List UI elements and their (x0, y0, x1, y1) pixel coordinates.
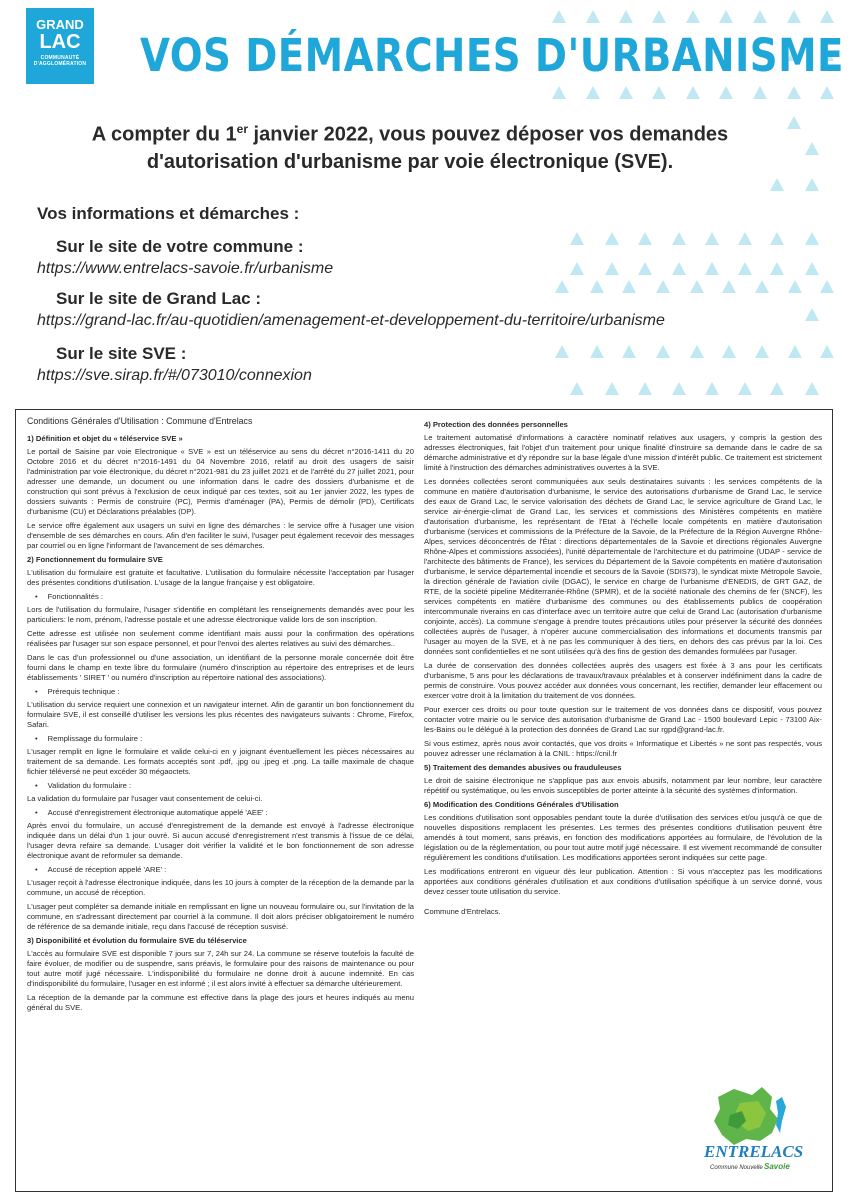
decorative-triangle (753, 10, 767, 23)
site-url-commune[interactable]: https://www.entrelacs-savoie.fr/urbanisme (37, 260, 334, 277)
decorative-triangle (770, 382, 784, 395)
bullet-1-paragraph-2: Cette adresse est utilisée non seulement comme identifiant mais aussi pour la confirmation des opérations réalisées par l'usager sur son espace personnel, et pour l'envoi des alertes relatives au suivi des démarches.. (27, 629, 414, 648)
section-4-paragraph-1: Le traitement automatisé d'informations à caractère nominatif relatives aux usagers, y compris la gestion des adresses électroniques, fait l'objet d'un traitement pour unique finalité d'instruire sa demande dans le cadre de sa démarche administrative et d'y répondre sur la base légale d'une mission d'intérêt public. Ce traitement est strictement limité à l'instruction des démarches administratives ouvertes à la SVE. (424, 433, 822, 472)
logo-line1: GRAND (36, 17, 84, 32)
section-4-paragraph-4: Pour exercer ces droits ou pour toute question sur le traitement de vos données dans ce dispositif, vous pouvez contacter votre mairie ou le service des autorisation d'urbanisme de Grand Lac - 1500 boulevard Lepic - 73100 Aix-les-Bains ou le délégué à la protection des données de Grand Lac sur rgpd@grand-lac.fr. (424, 705, 822, 734)
decorative-triangle (722, 345, 736, 358)
decorative-triangle (652, 10, 666, 23)
decorative-triangle (719, 10, 733, 23)
decorative-triangle (555, 345, 569, 358)
bullet-1-paragraph-1: Lors de l'utilisation du formulaire, l'usager s'identifie en complétant les renseignements demandés avec pour les particuliers: le nom, prénom, l'adresse postale et une adresse électronique valide lors de son inscription. (27, 605, 414, 624)
decorative-triangle (738, 382, 752, 395)
site-url-grand-lac[interactable]: https://grand-lac.fr/au-quotidien/amenagement-et-developpement-du-territoire/urbanisme (37, 312, 665, 329)
decorative-triangle (690, 280, 704, 293)
decorative-triangle (619, 86, 633, 99)
bullet-are: • Accusé de réception appelé 'ARE' : (35, 865, 414, 875)
decorative-triangle (586, 10, 600, 23)
decorative-triangle (705, 382, 719, 395)
bullet-validation: • Validation du formulaire : (35, 781, 414, 791)
page-subtitle (30, 116, 790, 176)
section-6-paragraph-1: Les conditions d'utilisation sont opposables pendant toute la durée d'utilisation des services et/ou jusqu'à ce que de nouvelles dispositions remplacent les présentes. Les termes des présentes conditions d'utilisation peuvent être amendés à tout moment, sans préavis, en fonction des modifications apportées au formulaire, de l'évolution de la législation ou de la réglementation, ou pour tout autre motif jugé nécessaire. Il est vivement recommandé de consulter régulièrement les conditions d'utilisation. Les modifications apportées seront indiquées sur cette page. (424, 813, 822, 862)
decorative-triangle (755, 345, 769, 358)
section-5-title: 5) Traitement des demandes abusives ou frauduleuses (424, 763, 622, 772)
decorative-triangle (770, 262, 784, 275)
bullet-5-paragraph-1: Après envoi du formulaire, un accusé d'enregistrement de la demande est envoyé à l'adresse électronique indiquée dans un délai d'un 1 jour ouvré. Si aucun accusé d'enregistrement n'est transmis à l'issue de ce délai, l'usager devra refaire sa demande. L'usager doit vérifier la validité et le bon fonctionnement de son adresse électronique avant de reformuler sa demande. (27, 821, 414, 860)
decorative-triangle (570, 382, 584, 395)
bullet-fonctionnalites: • Fonctionnalités : (35, 592, 414, 602)
bullet-remplissage: • Remplissage du formulaire : (35, 734, 414, 744)
decorative-triangle (570, 232, 584, 245)
entrelacs-name: ENTRELACS (704, 1142, 804, 1161)
decorative-triangle (586, 86, 600, 99)
decorative-triangle (622, 345, 636, 358)
decorative-triangle (552, 86, 566, 99)
decorative-triangle (552, 10, 566, 23)
cgu-right-column (424, 416, 822, 921)
subtitle-part2: janvier 2022, vous pouvez déposer vos demandes d'autorisation d'urbanisme par voie électronique (SVE). (146, 123, 729, 173)
decorative-triangle (705, 262, 719, 275)
decorative-triangle (672, 382, 686, 395)
decorative-triangle (638, 232, 652, 245)
section-4-paragraph-2: Les données collectées seront communiquées aux seuls destinataires suivants : les services compétents de la commune en matière d'autorisation d'urbanisme, le service des autorisations d'urbanisme de Grand Lac, le service des eaux de Grand Lac, le service valorisation des déchets de Grand Lac, le service agriculture de Grand Lac, le service air-énergie-climat de Grand Lac, les services et commissions des Ministères compétents en matière d'autorisation d'urbanisme, les représentant de l'Etat à l'échelle locale compétents en matière d'autorisation d'urbanisme (services et commissions de la Préfecture de la Savoie, de la Préfecture de la Région Auvergne Rhône-Alpes, services déconcentrés de l'État : directions départementales de la Savoie et directions régionales Auvergne Rhône-Alpes et commissions associées), l'unité départementale de l'architecture et du patrimoine (UDAP - service de l'architecte des bâtiments de France), les services du Département de la Savoie compétents en matière d'autorisation d'urbanisme, le service départemental incendie et secours de la Savoie (SDIS73), le syndicat mixte Métropole Savoie, la direction générale de l'aviation civile (DGAC), le service en charge de l'urbanisme d'ENEDIS, de GRT GAZ, de RTE, de la société pipeline Méditerranée-Rhône (SPMR), et de la société nationale des chemins de fer (SNCF), les services compétents en matière d'urbanisme des communes ou des établissements publics de coopération intercommunale riverains en cas d'interface avec un territoire autre que celui de Grand Lac (autorisation d'urbanisme conjointe, accès). La commune s'engage à prendre toutes précautions utiles pour préserver la sécurité des données collectées auprès de l'usager, à n'opérer aucune commercialisation des informations et documents transmis par l'usager au moyen de la SVE, et à ne pas les communiquer à des tiers, en dehors des cas prévus par la loi. Ces données sont confidentielles et ne sont utilisées qu'à des fins de gestion des demandes formulées par l'usager. (424, 477, 822, 656)
subtitle-sup: er (236, 122, 248, 136)
site-url-sve[interactable]: https://sve.sirap.fr/#/073010/connexion (37, 367, 312, 384)
decorative-triangle (820, 10, 834, 23)
decorative-triangle (686, 86, 700, 99)
info-heading: Vos informations et démarches : (37, 204, 300, 223)
decorative-triangle (686, 10, 700, 23)
decorative-triangle (788, 345, 802, 358)
bullet-prerequis: • Prérequis technique : (35, 687, 414, 697)
bullet-3-paragraph-1: L'usager remplit en ligne le formulaire et valide celui-ci en y joignant éventuellement les pièces nécessaires au traitement de sa demande. Les formats acceptés sont .pdf, .jpg ou .jpeg et .png. La taille maximale de chaque fichier téléversé ne peut excéder 30 mégaoctets. (27, 747, 414, 776)
page-title: VOS DÉMARCHES D'URBANISME (140, 29, 844, 82)
decorative-triangle (738, 262, 752, 275)
decorative-triangle (605, 382, 619, 395)
decorative-triangle (755, 280, 769, 293)
section-4-paragraph-3: La durée de conservation des données collectées auprès des usagers est fixée à 3 ans pour les certificats d'urbanisme, 5 ans pour les déclarations de travaux/travaux préalables et à conserver indéfiniment dans la cadre de permis de construire. Vous pouvez accéder aux données vous concernant, les rectifier, demander leur effacement ou exercer votre droit à la limitation du traitement de vos données. (424, 661, 822, 700)
section-3-paragraph-2: La réception de la demande par la commune est effective dans la plage des jours et heures indiqués au menu général du SVE. (27, 993, 414, 1012)
decorative-triangle (805, 142, 819, 155)
section-6-title: 6) Modification des Conditions Générales d'Utilisation (424, 800, 619, 809)
decorative-triangle (770, 232, 784, 245)
entrelacs-region: Savoie (764, 1162, 790, 1171)
decorative-triangle (555, 280, 569, 293)
decorative-triangle (805, 178, 819, 191)
bullet-4-paragraph-1: La validation du formulaire par l'usager vaut consentement de celui-ci. (27, 794, 263, 803)
decorative-triangle (805, 262, 819, 275)
decorative-triangle (652, 86, 666, 99)
decorative-triangle (770, 178, 784, 191)
bullet-1-paragraph-3: Dans le cas d'un professionnel ou d'une association, un identifiant de la personne morale concernée doit être fourni dans le champ en texte libre du formulaire (numéro d'inscription au répertoire des entreprises et de leurs établissements ' SIRET ' ou numéro d'inscription au répertoire national des associations). (27, 653, 414, 682)
decorative-triangle (656, 345, 670, 358)
decorative-triangle (605, 262, 619, 275)
decorative-triangle (672, 262, 686, 275)
logo-line3: COMMUNAUTÉ D'AGGLOMÉRATION (33, 55, 87, 67)
bullet-6-paragraph-2: L'usager peut compléter sa demande initiale en remplissant en ligne un nouveau formulaire ou, sur l'invitation de la commune, en s'adressant directement par courriel à la commune. Il doit alors préciser obligatoirement le numéro de référence de sa demande initiale, reçu dans l'accusé de réception susvisé. (27, 902, 414, 931)
subtitle-part1: A compter du 1 (91, 123, 237, 146)
decorative-triangle (622, 280, 636, 293)
decorative-triangle (638, 382, 652, 395)
section-2-title: 2) Fonctionnement du formulaire SVE (27, 555, 163, 564)
decorative-triangle (787, 10, 801, 23)
entrelacs-tagline: Commune Nouvelle (710, 1165, 763, 1171)
entrelacs-logo (700, 1085, 820, 1175)
decorative-triangle (619, 10, 633, 23)
decorative-triangle (705, 232, 719, 245)
decorative-triangle (753, 86, 767, 99)
decorative-triangle (656, 280, 670, 293)
bullet-6-paragraph-1: L'usager reçoit à l'adresse électronique indiquée, dans les 10 jours à compter de la réception de la demande par la commune, un accusé de réception. (27, 878, 414, 897)
cgu-left-column (27, 416, 414, 1017)
signature: Commune d'Entrelacs. (424, 907, 501, 916)
cgu-doc-title: Conditions Générales d'Utilisation : Commune d'Entrelacs (27, 416, 253, 426)
decorative-triangle (570, 262, 584, 275)
decorative-triangle (672, 232, 686, 245)
decorative-triangle (605, 232, 619, 245)
decorative-triangle (820, 345, 834, 358)
decorative-triangle (788, 280, 802, 293)
section-5-paragraph-1: Le droit de saisine électronique ne s'applique pas aux envois abusifs, notamment par leur nombre, leur caractère répétitif ou systématique, ou les envois susceptibles de porter atteinte à la sécurité des systèmes d'information. (424, 776, 822, 795)
decorative-triangle (722, 280, 736, 293)
section-4-title: 4) Protection des données personnelles (424, 420, 568, 429)
section-4-paragraph-5: Si vous estimez, après nous avoir contactés, que vos droits « Informatique et Libertés » ne sont pas respectés, vous pouvez adresser une réclamation à la CNIL : https://cnil.fr (424, 739, 822, 758)
decorative-triangle (719, 86, 733, 99)
section-3-title: 3) Disponibilité et évolution du formulaire SVE du téléservice (27, 936, 247, 945)
decorative-triangle (820, 280, 834, 293)
decorative-triangle (820, 86, 834, 99)
section-1-title: 1) Définition et objet du « téléservice SVE » (27, 434, 183, 443)
decorative-triangle (805, 308, 819, 321)
site-label-grand-lac: Sur le site de Grand Lac : (56, 289, 262, 308)
section-6-paragraph-2: Les modifications entreront en vigueur dès leur publication. Attention : Si vous n'acceptez pas les modifications apportées aux conditions générales d'utilisation et aux conditions d'utilisation spécifique à un service donné, vous devez cesser toute utilisation du service. (424, 867, 822, 896)
decorative-triangle (738, 232, 752, 245)
grand-lac-logo (26, 8, 94, 84)
section-1-paragraph-1: Le portail de Saisine par voie Electronique « SVE » est un téléservice au sens du décret n°2016-1411 du 20 Octobre 2016 et du décret n°2016-1491 du 04 Novembre 2016, relatif au droit des usagers de saisir l'administration par voie électronique, du décret n°2021-981 du 23 juillet 2021 et de l'arrêté du 27 juillet 2021, pour adresser une demande, un document ou une information dans le cadre des dossiers d'urbanisme et de construction qui sont prévus à l'exclusion de ceux indiqué par ces textes, soit au 1er janvier 2022, les types de dossiers suivants : Permis de construire (PC), Permis d'aménager (PA), Permis de démolir (PD), Certificats d'urbanisme (CU) et Déclarations préalables (DP). (27, 447, 414, 516)
decorative-triangle (638, 262, 652, 275)
decorative-triangle (805, 232, 819, 245)
site-label-sve: Sur le site SVE : (56, 344, 187, 363)
decorative-triangle (690, 345, 704, 358)
section-2-paragraph-1: L'utilisation du formulaire est gratuite et facultative. L'utilisation du formulaire nécessite l'acceptation par l'usager des présentes conditions d'utilisation. L'usage de la langue française y est obligatoire. (27, 568, 414, 587)
decorative-triangle (590, 280, 604, 293)
entrelacs-map-icon (700, 1085, 820, 1175)
logo-line2: LAC (39, 31, 81, 53)
section-3-paragraph-1: L'accès au formulaire SVE est disponible 7 jours sur 7, 24h sur 24. La commune se réserve toutefois la faculté de faire évoluer, de modifier ou de suspendre, sans préavis, le formulaire pour des raisons de maintenance ou pour tout autre motif jugé nécessaire. L'indisponibilité du formulaire ne donne droit à aucune indemnité. En cas d'indisponibilité du formulaire, l'usager en est informé ; il est alors invité à effectuer sa démarche ultérieurement. (27, 949, 414, 988)
decorative-triangle (787, 86, 801, 99)
site-label-commune: Sur le site de votre commune : (56, 237, 304, 256)
bullet-aee: • Accusé d'enregistrement électronique automatique appelé 'AEE' : (35, 808, 414, 818)
decorative-triangle (590, 345, 604, 358)
bullet-2-paragraph-1: L'utilisation du service requiert une connexion et un navigateur internet. Afin de garantir un bon fonctionnement du formulaire SVE, il est conseillé d'utiliser les versions les plus récentes des navigateurs suivants : Chrome, Firefox, Safari. (27, 700, 414, 729)
decorative-triangle (805, 382, 819, 395)
section-1-paragraph-2: Le service offre également aux usagers un suivi en ligne des démarches : le service offre à l'usager une vision d'ensemble de ses démarches en cours. Afin d'en faciliter le suivi, l'usager peut également recevoir des messages par courriel ou en ligne l'informant de l'avancement de ses démarches. (27, 521, 414, 550)
